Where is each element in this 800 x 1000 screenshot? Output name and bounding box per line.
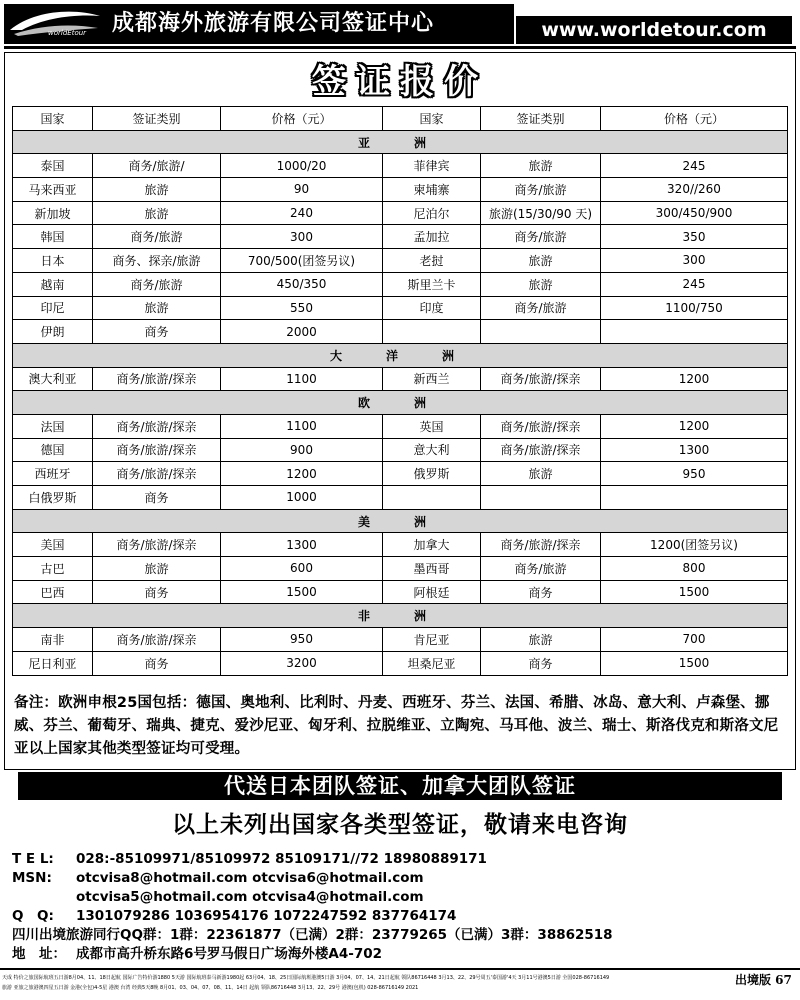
table-row	[13, 580, 788, 604]
table-header-row	[13, 107, 788, 131]
cell-price: 1500	[221, 580, 383, 604]
footer-line-2: 旅游 亚旅之旅港澳四星五日游 金港(全包)4-5星 港澳 台湾 经典5天8晚 8月01、03、04、07、08、11、14日 起航 领队86716448 3月13、22、29号 港澳(包机) 028-86716149 2021	[2, 985, 419, 991]
qq-numbers: 1301079286 1036954176 1072247592 837764174	[76, 908, 457, 924]
cell-country-2: 坦桑尼亚	[383, 651, 481, 675]
cell-country: 西班牙	[13, 462, 93, 486]
header-visa-type-2: 签证类别	[481, 107, 601, 131]
cell-price: 1100	[221, 367, 383, 391]
table-row	[13, 367, 788, 391]
cell-visa-type-2: 商务/旅游	[481, 178, 601, 202]
footer-ad-strip	[0, 968, 800, 1000]
cell-price-2: 1200(团签另议)	[601, 533, 788, 557]
cell-country-2: 俄罗斯	[383, 462, 481, 486]
table-row	[13, 178, 788, 202]
cell-price: 2000	[221, 320, 383, 344]
region-label: 大 洋 洲	[13, 343, 788, 367]
table-row	[13, 296, 788, 320]
cell-price-2	[601, 486, 788, 510]
cell-country-2: 柬埔寨	[383, 178, 481, 202]
header-price: 价格（元）	[221, 107, 383, 131]
region-row	[13, 509, 788, 533]
cell-country-2	[383, 320, 481, 344]
schengen-note: 备注：欧洲申根25国包括：德国、奥地利、比利时、丹麦、西班牙、芬兰、法国、希腊、冰岛、意大利、卢森堡、挪威、芬兰、葡萄牙、瑞典、捷克、爱沙尼亚、匈牙利、拉脱维亚、立陶宛、马耳他、波兰、瑞士、斯洛伐克和斯洛文尼亚以上国家其他类型签证均可受理。	[14, 695, 779, 757]
msn-accounts-2: otcvisa5@hotmail.com otcvisa4@hotmail.com	[76, 889, 424, 905]
region-row	[13, 130, 788, 154]
cell-visa-type: 商务/旅游/探亲	[93, 367, 221, 391]
region-label: 欧 洲	[13, 391, 788, 415]
cell-country: 伊朗	[13, 320, 93, 344]
cell-price-2: 1200	[601, 414, 788, 438]
cell-visa-type: 旅游	[93, 557, 221, 581]
cell-visa-type-2: 旅游	[481, 272, 601, 296]
cell-visa-type-2: 商务/旅游	[481, 225, 601, 249]
cell-country: 白俄罗斯	[13, 486, 93, 510]
header-notch	[488, 4, 514, 44]
region-row	[13, 391, 788, 415]
cell-country-2: 墨西哥	[383, 557, 481, 581]
cell-price: 1100	[221, 414, 383, 438]
cell-country: 德国	[13, 438, 93, 462]
page-header	[0, 0, 800, 58]
address-label: 地 址：	[12, 946, 66, 962]
header-price-2: 价格（元）	[601, 107, 788, 131]
cell-country: 尼日利亚	[13, 651, 93, 675]
cell-country-2	[383, 486, 481, 510]
cell-price-2: 1200	[601, 367, 788, 391]
cell-price-2: 245	[601, 272, 788, 296]
cell-country-2: 阿根廷	[383, 580, 481, 604]
cell-price-2: 300	[601, 249, 788, 273]
cell-visa-type-2: 商务	[481, 580, 601, 604]
page-title: 签证报价	[312, 62, 488, 102]
cell-visa-type-2: 商务/旅游	[481, 296, 601, 320]
header-country-2: 国家	[383, 107, 481, 131]
cell-price: 700/500(团签另议)	[221, 249, 383, 273]
region-row	[13, 604, 788, 628]
tel-numbers: 028:-85109971/85109972 85109171//72 18980889171	[76, 851, 487, 867]
table-row	[13, 628, 788, 652]
cell-price-2: 300/450/900	[601, 201, 788, 225]
cell-price: 3200	[221, 651, 383, 675]
table-row	[13, 272, 788, 296]
table-row	[13, 154, 788, 178]
cell-visa-type: 商务/旅游	[93, 225, 221, 249]
cell-price: 1200	[221, 462, 383, 486]
cell-country-2: 新西兰	[383, 367, 481, 391]
cell-price-2	[601, 320, 788, 344]
msn-label: MSN:	[12, 870, 52, 886]
tel-row	[12, 850, 792, 869]
cell-visa-type-2: 旅游	[481, 154, 601, 178]
qq-groups: 四川出境旅游同行QQ群：1群：22361877（已满）2群：23779265（已满）3群：38862518	[12, 927, 613, 943]
cell-visa-type-2: 旅游	[481, 628, 601, 652]
cell-visa-type: 商务/旅游/探亲	[93, 628, 221, 652]
cell-visa-type: 商务/旅游/探亲	[93, 462, 221, 486]
cell-price: 950	[221, 628, 383, 652]
cell-price-2: 350	[601, 225, 788, 249]
cell-country-2: 菲律宾	[383, 154, 481, 178]
footer-line-1: 天成 特价之旅国际航班五日游8月04、11、18日起航 国际广告特价游1880 5天游 国际航班泰马新游1980起 63月04、18、25日国际航班港澳5日游 3月04、07、14、21日起航 领队86716448 3月13、22、29号周五'泰国游'4天 3月11号港澳5日游 全国028-86716149	[2, 975, 610, 981]
region-row	[13, 343, 788, 367]
cell-visa-type: 商务、探亲/旅游	[93, 249, 221, 273]
address-row	[12, 945, 792, 964]
cell-price-2: 320//260	[601, 178, 788, 202]
cell-price-2: 1300	[601, 438, 788, 462]
cell-visa-type: 商务/旅游/探亲	[93, 438, 221, 462]
cell-price: 1000/20	[221, 154, 383, 178]
cell-country: 美国	[13, 533, 93, 557]
cell-visa-type-2: 商务/旅游/探亲	[481, 367, 601, 391]
cell-visa-type: 商务	[93, 651, 221, 675]
cell-visa-type-2: 商务/旅游/探亲	[481, 438, 601, 462]
cell-price-2: 1100/750	[601, 296, 788, 320]
cell-price-2: 1500	[601, 580, 788, 604]
cell-country-2: 印度	[383, 296, 481, 320]
cell-visa-type-2: 商务/旅游/探亲	[481, 414, 601, 438]
company-name: 成都海外旅游有限公司签证中心	[104, 4, 514, 44]
cell-visa-type-2: 旅游	[481, 249, 601, 273]
cell-country: 澳大利亚	[13, 367, 93, 391]
visa-price-table	[12, 106, 788, 676]
cell-visa-type-2: 旅游(15/30/90 天)	[481, 201, 601, 225]
table-row	[13, 651, 788, 675]
cell-price-2: 700	[601, 628, 788, 652]
cell-country: 泰国	[13, 154, 93, 178]
cell-price: 900	[221, 438, 383, 462]
website-url: www.worldetour.com	[516, 16, 792, 44]
header-visa-type: 签证类别	[93, 107, 221, 131]
cell-visa-type: 商务/旅游/探亲	[93, 414, 221, 438]
cell-price-2: 950	[601, 462, 788, 486]
cell-price: 550	[221, 296, 383, 320]
cell-visa-type-2	[481, 486, 601, 510]
cell-country: 法国	[13, 414, 93, 438]
cell-price: 240	[221, 201, 383, 225]
cell-price-2: 800	[601, 557, 788, 581]
table-row	[13, 462, 788, 486]
cell-country: 韩国	[13, 225, 93, 249]
cell-visa-type: 旅游	[93, 296, 221, 320]
table-row	[13, 320, 788, 344]
group-visa-banner: 代送日本团队签证、加拿大团队签证	[18, 772, 782, 800]
table-body	[13, 130, 788, 675]
msn-accounts-1: otcvisa8@hotmail.com otcvisa6@hotmail.com	[76, 870, 424, 886]
cell-visa-type: 旅游	[93, 201, 221, 225]
header-divider	[4, 46, 796, 49]
cell-country-2: 孟加拉	[383, 225, 481, 249]
cell-visa-type: 商务/旅游/探亲	[93, 533, 221, 557]
msn-row	[12, 869, 792, 888]
cell-country-2: 肯尼亚	[383, 628, 481, 652]
cell-visa-type: 商务	[93, 580, 221, 604]
cell-country-2: 斯里兰卡	[383, 272, 481, 296]
edition-label: 出境版 67	[735, 973, 792, 987]
region-label: 亚 洲	[13, 130, 788, 154]
cell-country: 巴西	[13, 580, 93, 604]
cell-country-2: 英国	[383, 414, 481, 438]
cell-visa-type: 商务/旅游	[93, 272, 221, 296]
cell-visa-type: 商务	[93, 320, 221, 344]
table-row	[13, 533, 788, 557]
qq-label: Q Q:	[12, 908, 54, 924]
consult-notice: 以上未列出国家各类型签证，敬请来电咨询	[172, 812, 628, 838]
company-logo	[4, 4, 104, 44]
cell-country: 日本	[13, 249, 93, 273]
table-row	[13, 249, 788, 273]
tel-label: T E L:	[12, 851, 54, 867]
cell-price: 450/350	[221, 272, 383, 296]
cell-country: 越南	[13, 272, 93, 296]
table-row	[13, 438, 788, 462]
cell-country: 南非	[13, 628, 93, 652]
table-row	[13, 414, 788, 438]
cell-price-2: 1500	[601, 651, 788, 675]
address-text: 成都市高升桥东路6号罗马假日广场海外楼A4-702	[76, 946, 383, 962]
cell-visa-type: 商务	[93, 486, 221, 510]
cell-visa-type-2: 商务/旅游/探亲	[481, 533, 601, 557]
msn-row-2	[12, 888, 792, 907]
header-country: 国家	[13, 107, 93, 131]
table-row	[13, 486, 788, 510]
table-row	[13, 201, 788, 225]
cell-country-2: 老挝	[383, 249, 481, 273]
cell-country-2: 加拿大	[383, 533, 481, 557]
cell-country: 马来西亚	[13, 178, 93, 202]
cell-country-2: 尼泊尔	[383, 201, 481, 225]
cell-country: 新加坡	[13, 201, 93, 225]
cell-price: 1300	[221, 533, 383, 557]
cell-visa-type: 商务/旅游/	[93, 154, 221, 178]
cell-visa-type-2: 商务/旅游	[481, 557, 601, 581]
logo-swoosh-icon	[4, 4, 104, 44]
cell-visa-type-2: 商务	[481, 651, 601, 675]
cell-price: 90	[221, 178, 383, 202]
cell-price-2: 245	[601, 154, 788, 178]
cell-country-2: 意大利	[383, 438, 481, 462]
qq-group-row	[12, 926, 792, 945]
cell-visa-type: 旅游	[93, 178, 221, 202]
cell-price: 600	[221, 557, 383, 581]
table-row	[13, 557, 788, 581]
logo-text: worldEtour	[48, 29, 87, 37]
contact-info	[12, 850, 792, 964]
region-label: 美 洲	[13, 509, 788, 533]
cell-visa-type-2: 旅游	[481, 462, 601, 486]
qq-row	[12, 907, 792, 926]
cell-visa-type-2	[481, 320, 601, 344]
cell-country: 古巴	[13, 557, 93, 581]
cell-price: 300	[221, 225, 383, 249]
cell-price: 1000	[221, 486, 383, 510]
cell-country: 印尼	[13, 296, 93, 320]
region-label: 非 洲	[13, 604, 788, 628]
table-row	[13, 225, 788, 249]
